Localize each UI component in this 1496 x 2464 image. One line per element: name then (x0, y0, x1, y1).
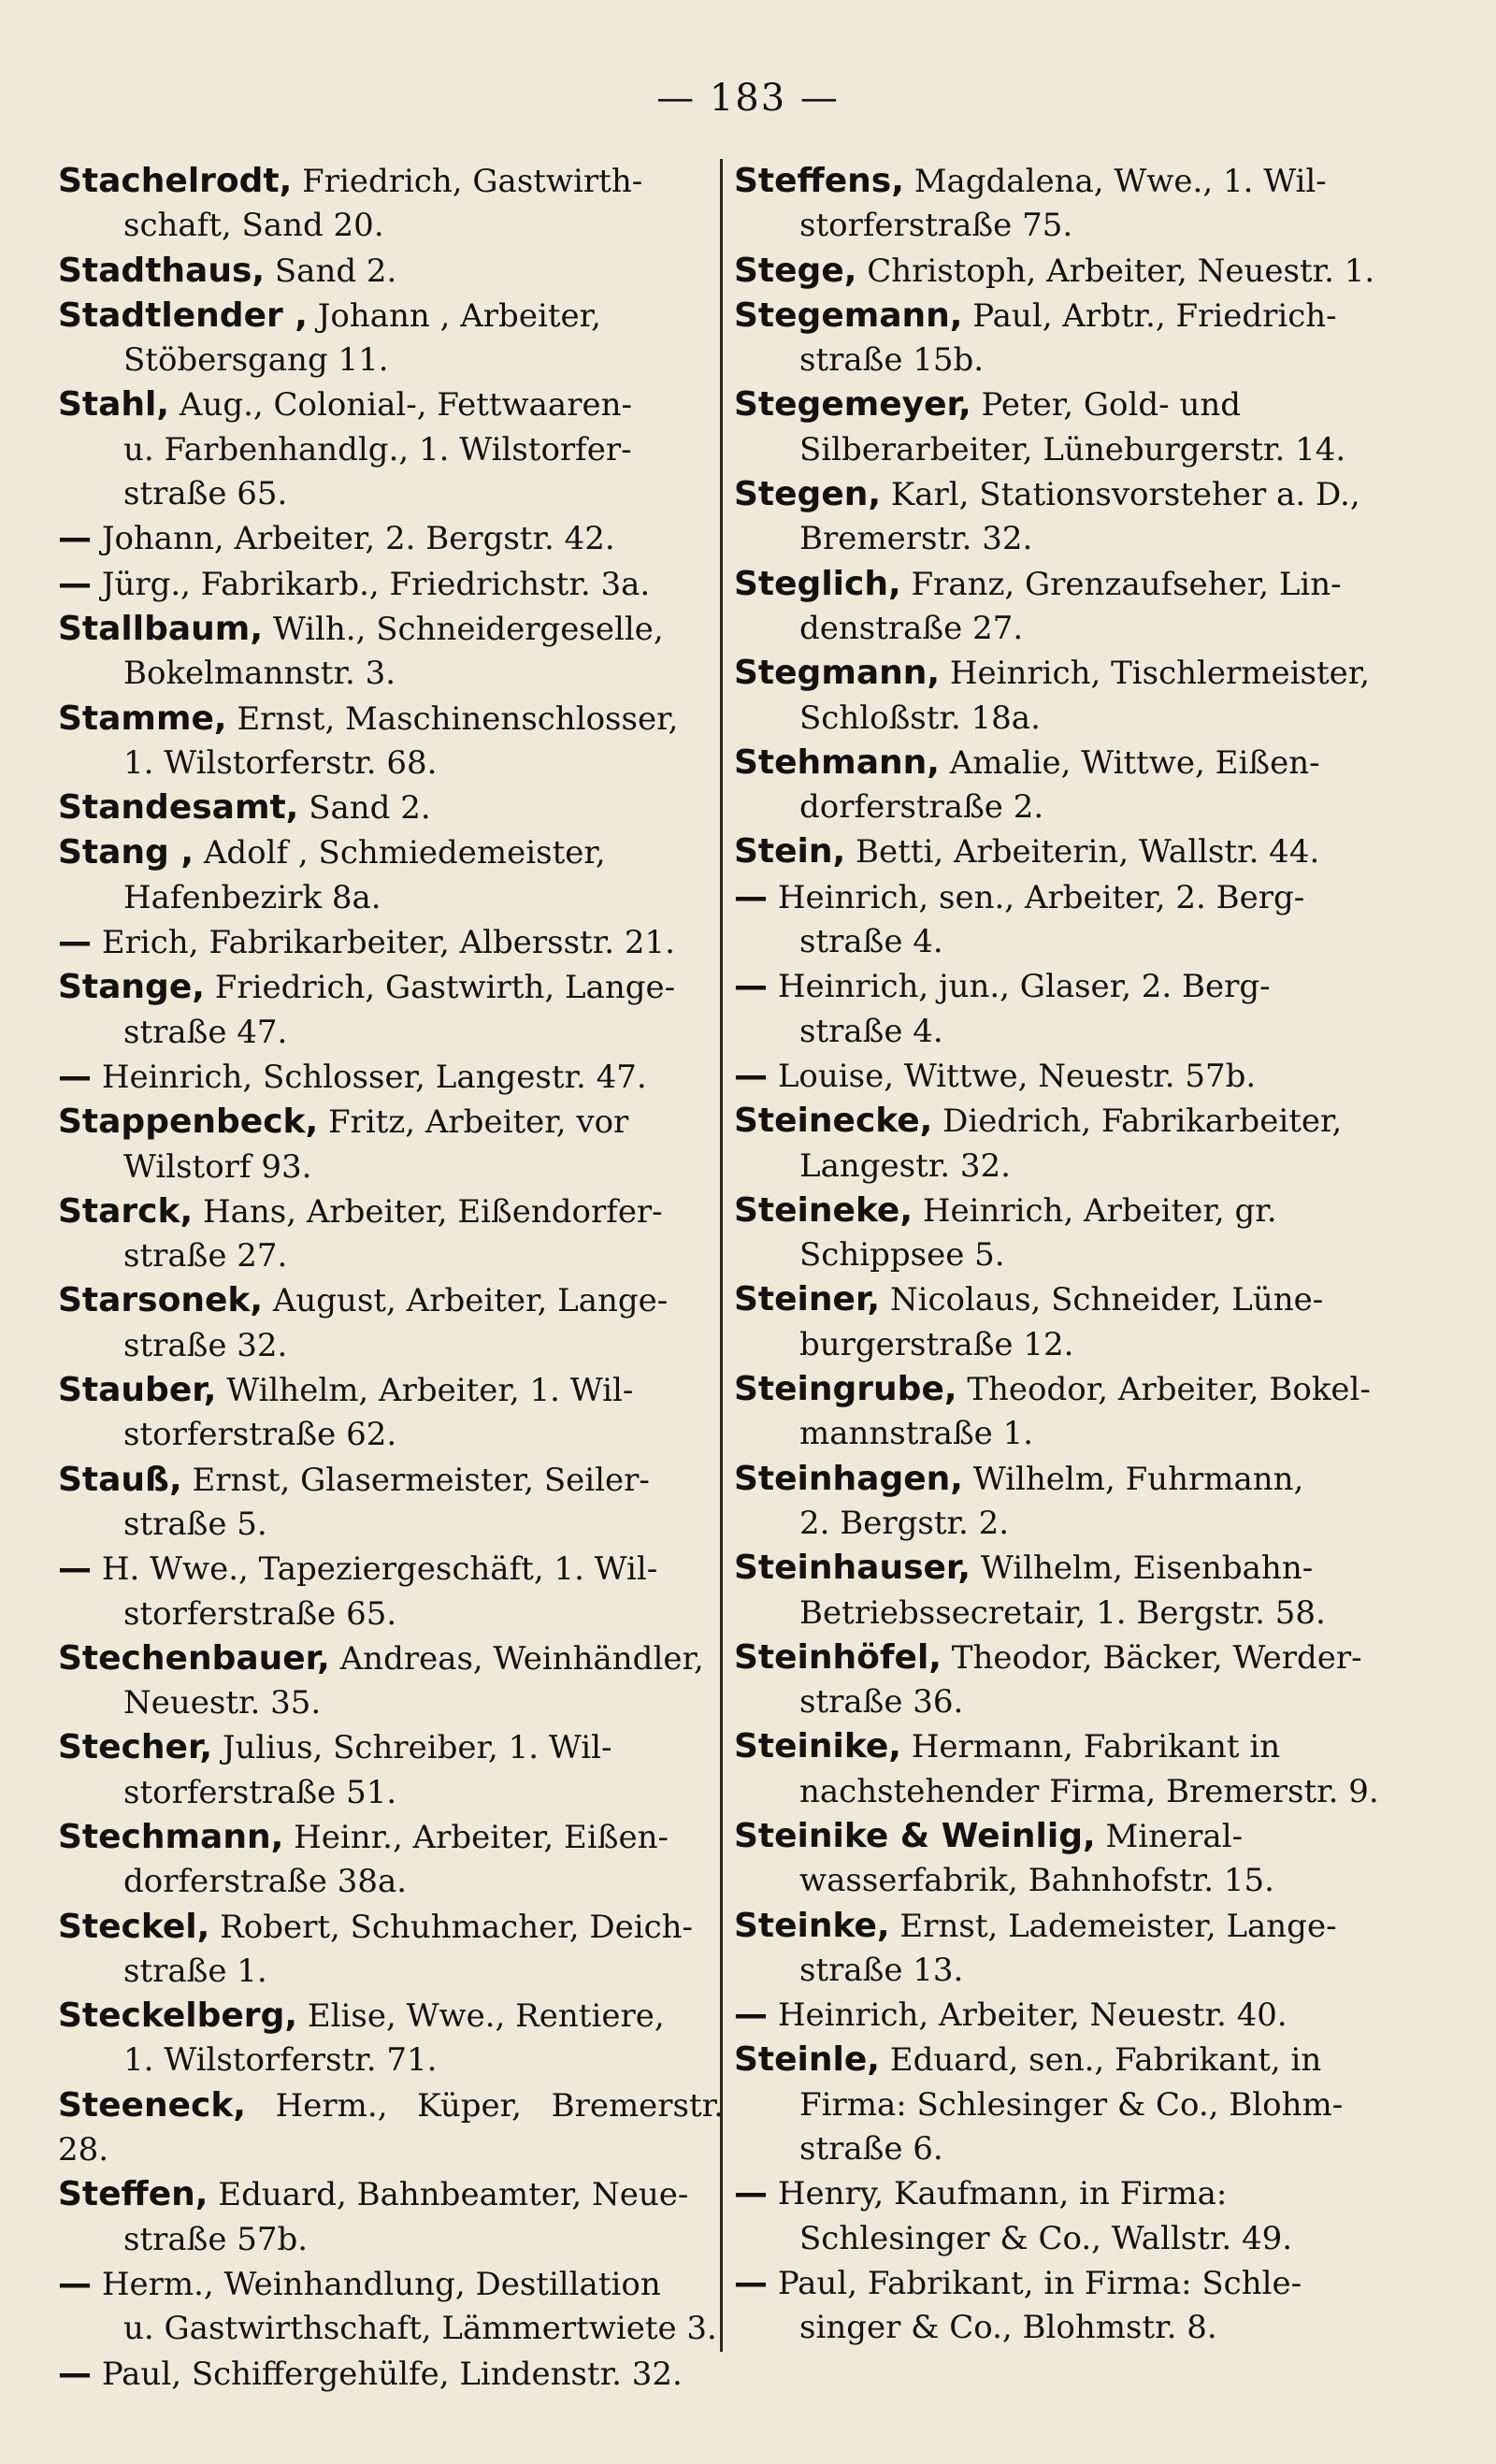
directory-entry (58, 1189, 724, 1279)
directory-entry (734, 1099, 1400, 1189)
entry-line: Karl, Stationsvorsteher a. D., (890, 476, 1360, 514)
entry-line: Bremerstr. 32. (799, 520, 1033, 558)
entry-name: Starsonek, (58, 1281, 264, 1320)
directory-entry (58, 159, 724, 249)
entry-name: Steinike, (734, 1727, 901, 1766)
entry-line: straße 57b. (123, 2220, 309, 2258)
entry-line: Heinrich, sen., Arbeiter, 2. Berg- (777, 878, 1305, 916)
entry-name: Stadthaus, (58, 251, 266, 290)
directory-entry (734, 1054, 1400, 1099)
entry-line: straße 65. (123, 475, 288, 513)
directory-entry (734, 1367, 1400, 1457)
entry-name: Stappenbeck, (58, 1102, 319, 1142)
directory-entry (58, 1055, 724, 1100)
entry-name: — (58, 1549, 92, 1589)
entry-name: Steinhagen, (734, 1459, 963, 1498)
directory-entry (58, 830, 724, 920)
entry-name: Stallbaum, (58, 609, 263, 648)
entry-name: — (58, 923, 92, 962)
entry-line: Peter, Gold- und (981, 386, 1242, 425)
entry-name: — (58, 1057, 92, 1096)
entry-line: Heinrich, jun., Glaser, 2. Berg- (777, 968, 1271, 1006)
entry-line: Robert, Schuhmacher, Deich- (220, 1908, 694, 1946)
entry-line: Silberarbeiter, Lüneburgerstr. 14. (799, 430, 1346, 468)
entry-line: storferstraße 65. (123, 1594, 397, 1633)
directory-entry (734, 2038, 1400, 2171)
entry-line: Heinrich, Arbeiter, gr. (922, 1191, 1277, 1230)
directory-entry (58, 785, 724, 830)
entry-line: Eduard, Bahnbeamter, Neue- (218, 2176, 689, 2214)
entry-line: Friedrich, Gastwirth- (302, 163, 643, 200)
directory-entry (58, 1458, 724, 1548)
entry-line: Firma: Schlesinger & Co., Blohm- (799, 2085, 1344, 2124)
entry-line: Louise, Wittwe, Neuestr. 57b. (777, 1057, 1257, 1095)
directory-entry (58, 249, 724, 294)
entry-name: Stachelrodt, (58, 162, 293, 200)
entry-line: Magdalena, Wwe., 1. Wil- (913, 163, 1327, 200)
entry-line: Henry, Kaufmann, in Firma: (777, 2175, 1228, 2213)
directory-entry (58, 965, 724, 1055)
entry-name: Stegmann, (734, 654, 941, 693)
directory-entry (734, 159, 1400, 249)
entry-line: Mineral- (1105, 1817, 1244, 1855)
directory-entry (734, 1457, 1400, 1547)
directory-entry (734, 1904, 1400, 1994)
entry-line: Sand 2. (274, 252, 397, 290)
directory-entry (734, 829, 1400, 874)
entry-name: — (734, 1996, 768, 2035)
entry-name: Stehmann, (734, 742, 940, 782)
entry-line: u. Farbenhandlg., 1. Wilstorfer- (123, 430, 632, 468)
entry-line: straße 32. (123, 1326, 288, 1364)
entry-name: — (58, 519, 92, 558)
directory-entry (734, 1814, 1400, 1904)
entry-line: singer & Co., Blohmstr. 8. (799, 2309, 1217, 2347)
entry-line: Langestr. 32. (799, 1146, 1011, 1185)
entry-name: Steiner, (734, 1280, 881, 1319)
directory-entry (58, 516, 724, 561)
entry-line: storferstraße 51. (123, 1773, 397, 1811)
entry-line: Julius, Schreiber, 1. Wil- (222, 1729, 612, 1767)
entry-name: — (58, 2264, 92, 2303)
entry-line: Aug., Colonial-, Fettwaaren- (179, 386, 632, 425)
entry-line: Ernst, Glasermeister, Seiler- (192, 1461, 650, 1499)
entry-line: Heinrich, Arbeiter, Neuestr. 40. (777, 1996, 1287, 2035)
entry-line: 2. Bergstr. 2. (799, 1504, 1010, 1542)
entry-line: Schloßstr. 18a. (799, 699, 1041, 737)
entry-line: wasserfabrik, Bahnhofstr. 15. (799, 1862, 1274, 1900)
entry-line: August, Arbeiter, Lange- (272, 1282, 669, 1320)
entry-name: Stegemann, (734, 295, 963, 335)
directory-entry (58, 920, 724, 965)
directory-entry (58, 2083, 724, 2173)
entry-name: Steffens, (734, 162, 904, 200)
entry-line: straße 4. (799, 1012, 943, 1050)
directory-entry (58, 1547, 724, 1636)
directory-entry (58, 607, 724, 697)
entry-line: Theodor, Bäcker, Werder- (951, 1638, 1362, 1677)
directory-entry (734, 1635, 1400, 1725)
directory-entry (734, 875, 1400, 965)
entry-name: — (58, 564, 92, 603)
entry-name: Steinhöfel, (734, 1637, 942, 1677)
entry-name: Stegemeyer, (734, 385, 971, 425)
entry-line: Hermann, Fabrikant in (911, 1728, 1281, 1766)
entry-line: Bokelmannstr. 3. (123, 655, 396, 693)
entry-name: Standesamt, (58, 788, 299, 828)
entry-name: Steinecke, (734, 1102, 933, 1141)
entry-line: Johann , Arbeiter, (317, 296, 601, 335)
directory-entry (58, 2172, 724, 2262)
entry-name: Steeneck, (58, 2085, 246, 2125)
entry-line: Wilh., Schneidergeselle, (272, 610, 664, 648)
entry-line: Betriebssecretair, 1. Bergstr. 58. (799, 1593, 1326, 1632)
entry-line: Heinrich, Schlosser, Langestr. 47. (101, 1058, 647, 1096)
entry-name: Steffen, (58, 2175, 209, 2214)
entry-line: straße 5. (123, 1505, 267, 1543)
entry-line: schaft, Sand 20. (123, 207, 384, 245)
directory-entry (734, 651, 1400, 741)
directory-entry (734, 1546, 1400, 1635)
entry-name: Stege, (734, 251, 857, 290)
entry-line: Sand 2. (309, 789, 431, 828)
entry-line: Eduard, sen., Fabrikant, in (889, 2041, 1322, 2080)
entry-line: storferstraße 62. (123, 1416, 397, 1454)
entry-line: Heinrich, Tischlermeister, (949, 655, 1371, 693)
entry-line: Schippsee 5. (799, 1236, 1005, 1275)
directory-entry (734, 741, 1400, 830)
entry-name: Stein, (734, 832, 846, 872)
entry-line: nachstehender Firma, Bremerstr. 9. (799, 1772, 1379, 1810)
entry-line: Wilhelm, Fuhrmann, (972, 1460, 1304, 1498)
directory-entry (58, 2262, 724, 2352)
entry-line: Amalie, Wittwe, Eißen- (949, 743, 1320, 782)
entry-line: Christoph, Arbeiter, Neuestr. 1. (867, 252, 1375, 290)
entry-name: Steglich, (734, 564, 901, 603)
entry-name: — (58, 2354, 92, 2393)
entry-name: Steinke, (734, 1906, 890, 1945)
entry-name: — (734, 2174, 768, 2213)
directory-entry (734, 1724, 1400, 1814)
entry-name: Stamme, (58, 699, 227, 738)
directory-entry (58, 2352, 724, 2397)
entry-line: Wilhelm, Arbeiter, 1. Wil- (226, 1372, 634, 1410)
entry-name: Stechenbauer, (58, 1638, 330, 1678)
entry-line: Schlesinger & Co., Wallstr. 49. (799, 2219, 1293, 2257)
entry-name: Stechmann, (58, 1817, 284, 1856)
entry-line: Stöbersgang 11. (123, 341, 389, 380)
entry-line: Paul, Arbtr., Friedrich- (972, 296, 1337, 335)
directory-entry (58, 1905, 724, 1995)
directory-entry (58, 1368, 724, 1458)
entry-name: — (734, 1056, 768, 1095)
directory-entry (58, 1994, 724, 2083)
entry-line: Nicolaus, Schneider, Lüne- (889, 1281, 1324, 1319)
entry-name: Steinhauser, (734, 1549, 971, 1588)
entry-line: Wilstorf 93. (123, 1147, 312, 1186)
directory-entry (734, 964, 1400, 1054)
right-column (720, 159, 1400, 2352)
entry-line: straße 13. (799, 1951, 964, 1989)
entry-line: Herm., Küper, Bremerstr. 28. (58, 2086, 724, 2169)
entry-name: Stange, (58, 968, 205, 1007)
entry-line: Friedrich, Gastwirth, Lange- (214, 969, 676, 1007)
directory-entry (58, 1815, 724, 1905)
directory-entry (734, 1277, 1400, 1367)
entry-line: Neuestr. 35. (123, 1684, 322, 1722)
entry-line: straße 6. (799, 2130, 943, 2169)
entry-line: Betti, Arbeiterin, Wallstr. 44. (856, 833, 1320, 872)
entry-line: straße 36. (799, 1683, 964, 1722)
entry-line: Paul, Schiffergehülfe, Lindenstr. 32. (101, 2355, 683, 2393)
directory-entry (58, 697, 724, 786)
entry-line: straße 15b. (799, 341, 985, 380)
entry-name: Stauber, (58, 1371, 217, 1410)
entry-line: Hafenbezirk 8a. (123, 878, 381, 916)
entry-name: Stang , (58, 833, 194, 872)
entry-name: — (734, 2263, 768, 2302)
entry-line: Erich, Fabrikarbeiter, Albersstr. 21. (101, 924, 675, 962)
entry-line: Johann, Arbeiter, 2. Bergstr. 42. (101, 520, 615, 558)
entry-name: Steinle, (734, 2040, 880, 2080)
directory-entry (734, 472, 1400, 562)
entry-name: Stadtlender , (58, 295, 308, 335)
directory-entry (58, 1278, 724, 1368)
entry-line: Franz, Grenzaufseher, Lin- (911, 565, 1342, 603)
entry-line: 1. Wilstorferstr. 68. (123, 743, 438, 782)
entry-line: Wilhelm, Eisenbahn- (980, 1549, 1314, 1588)
entry-line: denstraße 27. (799, 609, 1024, 647)
directory-entry (58, 1725, 724, 1815)
entry-line: Hans, Arbeiter, Eißendorfer- (202, 1192, 663, 1231)
page-number: — 183 — (656, 77, 840, 120)
directory-entry (58, 1100, 724, 1189)
entry-name: Stegen, (734, 475, 882, 514)
directory-entry (734, 382, 1400, 472)
entry-line: 1. Wilstorferstr. 71. (123, 2041, 438, 2080)
entry-line: dorferstraße 2. (799, 788, 1044, 827)
entry-line: Ernst, Maschinenschlosser, (237, 699, 679, 738)
entry-line: Adolf , Schmiedemeister, (203, 834, 606, 872)
entry-line: straße 1. (123, 1952, 267, 1990)
entry-name: Stahl, (58, 385, 170, 425)
entry-line: straße 47. (123, 1013, 288, 1051)
directory-entry (734, 249, 1400, 294)
entry-line: u. Gastwirthschaft, Lämmertwiete 3. (123, 2310, 717, 2348)
directory-entry (58, 1636, 724, 1726)
entry-line: Herm., Weinhandlung, Destillation (101, 2265, 661, 2303)
entry-name: Stauß, (58, 1460, 182, 1499)
entry-line: Andreas, Weinhändler, (339, 1639, 704, 1678)
entry-line: storferstraße 75. (799, 207, 1073, 245)
entry-name: — (734, 967, 768, 1006)
entry-line: mannstraße 1. (799, 1415, 1034, 1453)
entry-name: Steineke, (734, 1190, 913, 1230)
entry-name: Steckel, (58, 1907, 210, 1946)
entry-line: Theodor, Arbeiter, Bokel- (967, 1371, 1371, 1409)
entry-line: Diedrich, Fabrikarbeiter, (942, 1102, 1343, 1141)
directory-entry (734, 2171, 1400, 2261)
entry-name: Steingrube, (734, 1370, 957, 1409)
entry-name: Steckelberg, (58, 1996, 298, 2036)
entry-name: — (734, 877, 768, 916)
directory-entry (734, 2261, 1400, 2351)
entry-line: Heinr., Arbeiter, Eißen- (294, 1818, 669, 1856)
entry-line: Ernst, Lademeister, Lange- (899, 1907, 1337, 1945)
entry-name: Stecher, (58, 1728, 213, 1767)
directory-entry (58, 382, 724, 516)
entry-line: Elise, Wwe., Rentiere, (307, 1997, 665, 2036)
entry-line: Fritz, Arbeiter, vor (327, 1103, 629, 1142)
directory-entry (58, 562, 724, 607)
directory-entry (734, 562, 1400, 652)
directory-entry (58, 294, 724, 383)
entry-line: H. Wwe., Tapeziergeschäft, 1. Wil- (101, 1550, 658, 1589)
entry-line: Paul, Fabrikant, in Firma: Schle- (777, 2264, 1302, 2302)
entry-line: Jürg., Fabrikarb., Friedrichstr. 3a. (101, 565, 651, 603)
directory-entry (734, 1993, 1400, 2038)
entry-name: Steinike & Weinlig, (734, 1816, 1096, 1855)
entry-line: burgerstraße 12. (799, 1325, 1074, 1363)
directory-entry (734, 294, 1400, 383)
entry-line: straße 4. (799, 923, 943, 961)
directory-entry (734, 1189, 1400, 1278)
left-column (58, 159, 724, 2397)
entry-line: straße 27. (123, 1237, 288, 1275)
entry-line: dorferstraße 38a. (123, 1863, 408, 1901)
entry-name: Starck, (58, 1191, 194, 1231)
